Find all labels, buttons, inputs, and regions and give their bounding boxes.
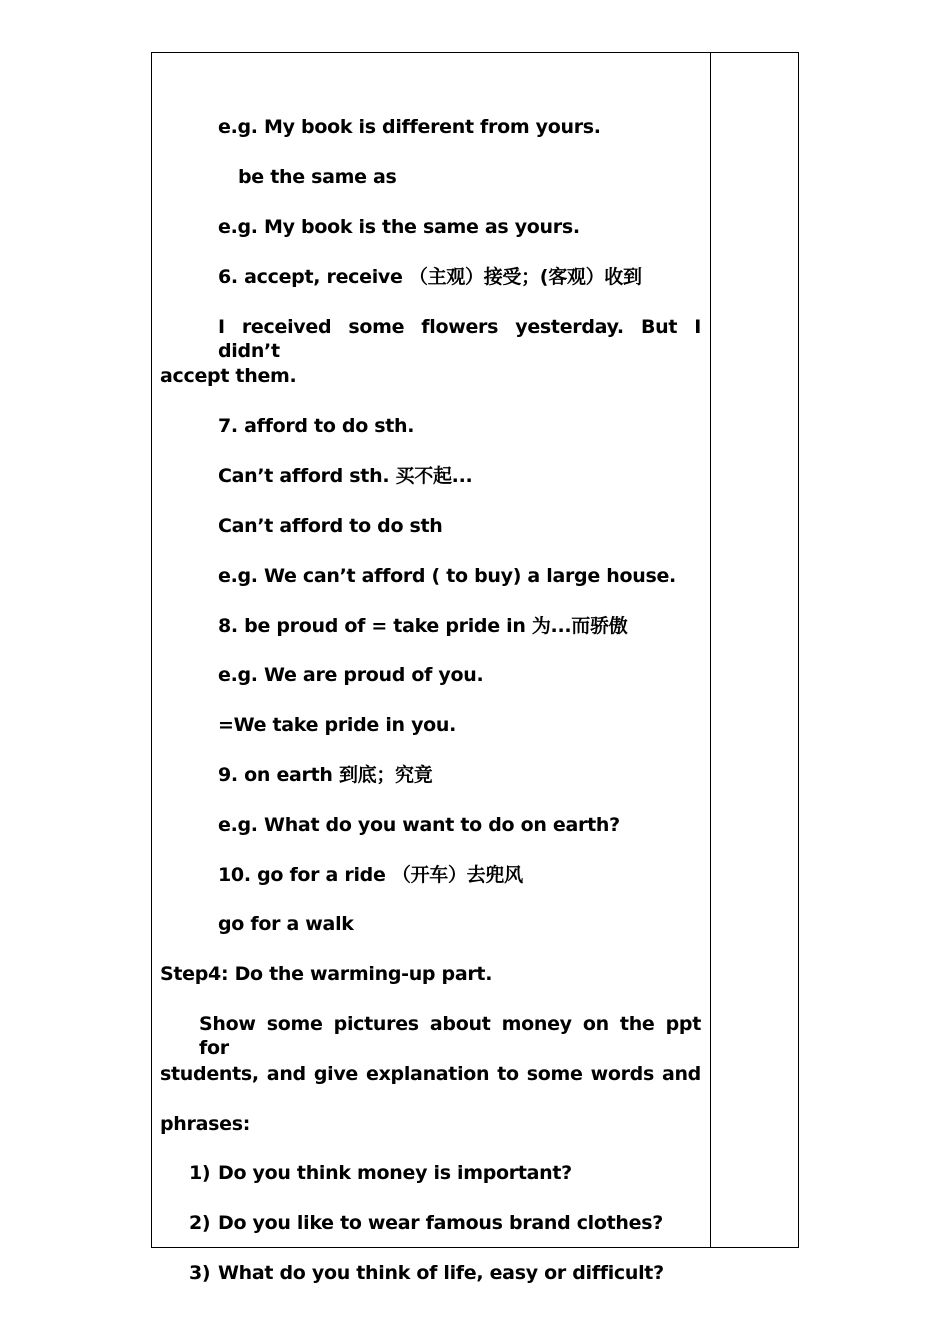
list-text: Do you think money is important? bbox=[218, 1162, 572, 1184]
step4-paragraph-line-3: phrases: bbox=[160, 1113, 251, 1135]
item-9-on-earth: 9. on earth 到底；究竟 bbox=[218, 764, 433, 786]
step4-heading: Step4: Do the warming-up part. bbox=[160, 963, 493, 985]
example-pride: =We take pride in you. bbox=[218, 714, 457, 736]
example-afford: e.g. We can’t afford ( to buy) a large house. bbox=[218, 565, 676, 587]
list-text: What do you think of life, easy or difficult? bbox=[218, 1262, 664, 1284]
list-number: 2) bbox=[189, 1212, 211, 1234]
phrase-cant-afford-to-do: Can’t afford to do sth bbox=[218, 515, 443, 537]
example-different: e.g. My book is different from yours. bbox=[218, 116, 601, 138]
list-number: 3) bbox=[189, 1262, 211, 1284]
phrase-go-for-a-walk: go for a walk bbox=[218, 913, 354, 935]
example-received-cont: accept them. bbox=[160, 365, 297, 387]
item-7-afford: 7. afford to do sth. bbox=[218, 415, 415, 437]
lesson-table bbox=[151, 52, 799, 1284]
phrase-cant-afford-sth: Can’t afford sth. 买不起... bbox=[218, 465, 473, 487]
content-cell bbox=[152, 53, 710, 1284]
list-text: Do you like to wear famous brand clothes? bbox=[218, 1212, 663, 1234]
step4-paragraph-line-1: Show some pictures about money on the ppt for bbox=[199, 1013, 701, 1059]
list-number: 1) bbox=[189, 1162, 211, 1184]
example-on-earth: e.g. What do you want to do on earth? bbox=[218, 814, 620, 836]
item-8-proud-of: 8. be proud of = take pride in 为...而骄傲 bbox=[218, 615, 628, 637]
item-6-accept-receive: 6. accept, receive （主观）接受；(客观）收到 bbox=[218, 266, 642, 288]
item-10-go-for-a-ride: 10. go for a ride （开车）去兜风 bbox=[218, 864, 523, 886]
notes-cell bbox=[711, 53, 798, 1247]
example-received: I received some flowers yesterday. But I didn’t bbox=[218, 316, 701, 362]
step4-paragraph-line-2: students, and give explanation to some words and bbox=[160, 1063, 701, 1085]
phrase-same-as: be the same as bbox=[238, 166, 397, 188]
example-proud: e.g. We are proud of you. bbox=[218, 664, 484, 686]
example-same: e.g. My book is the same as yours. bbox=[218, 216, 580, 238]
